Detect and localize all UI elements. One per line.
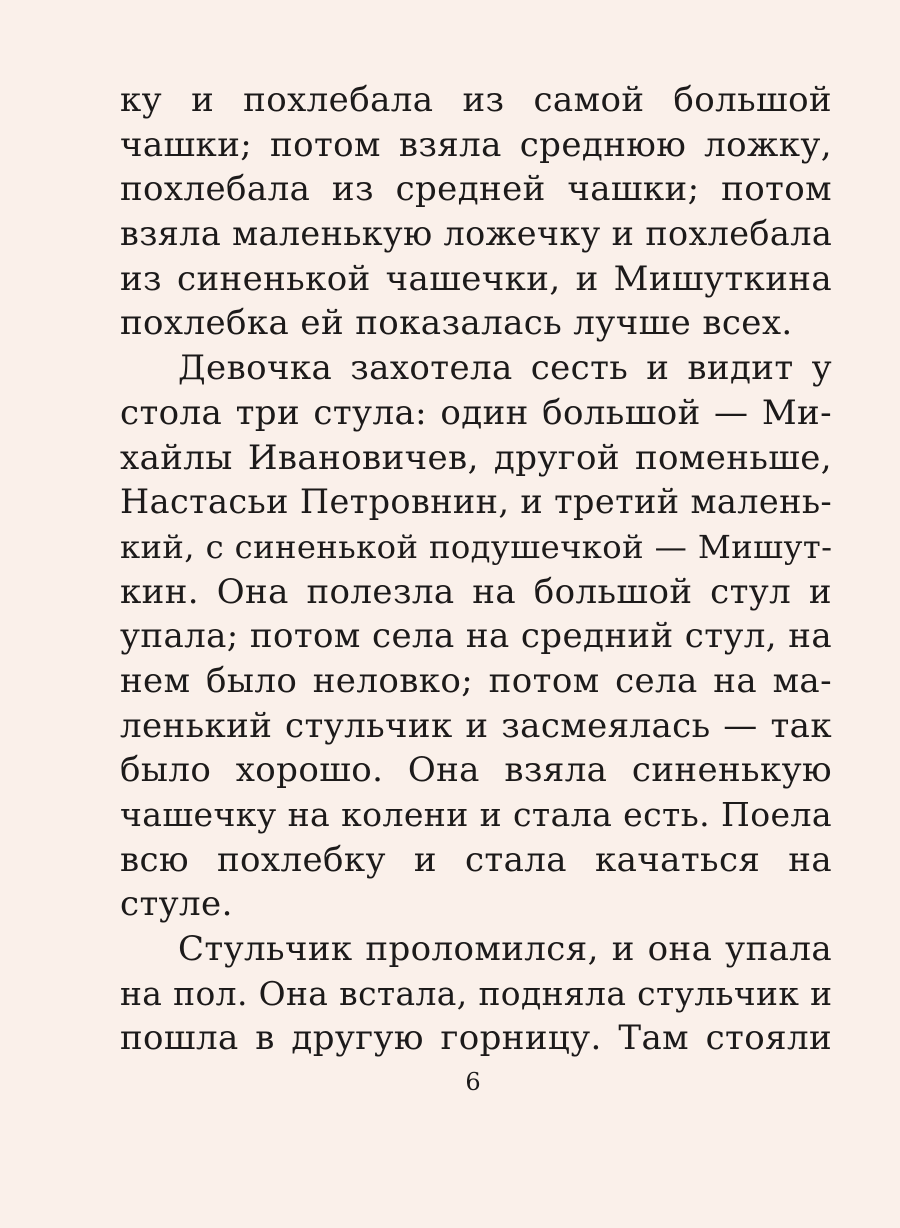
text-line: ленький стульчик и засмеялась — так — [120, 705, 832, 746]
text-line: было хорошо. Она взяла синенькую — [120, 750, 832, 791]
text-line: чашки; потом взяла среднюю ложку, — [120, 124, 832, 165]
page-number: 6 — [465, 1068, 481, 1096]
text-line: похлебка ей показалась лучше всех. — [120, 303, 793, 344]
text-line: Стульчик проломился, и она упала — [178, 929, 832, 970]
text-line: кин. Она полезла на большой стул и — [120, 571, 832, 612]
text-line: всю похлебку и стала качаться на — [120, 839, 832, 880]
text-line: нем было неловко; потом села на ма- — [120, 660, 832, 701]
text-line: из синенькой чашечки, и Мишуткина — [120, 258, 832, 299]
text-line: ку и похлебала из самой большой — [120, 80, 832, 120]
text-line: стола три стула: один большой — Ми- — [120, 392, 832, 433]
text-line: чашечку на колени и стала есть. Поела — [120, 795, 832, 834]
text-line: похлебала из средней чашки; потом — [120, 169, 832, 210]
text-line: на пол. Она встала, подняла стульчик и — [120, 973, 833, 1013]
text-line: упала; потом села на средний стул, на — [120, 616, 832, 657]
body-text — [120, 78, 832, 1061]
text-line: Девочка захотела сесть и видит у — [178, 348, 832, 389]
text-line: стуле. — [120, 884, 233, 925]
text-line: пошла в другую горницу. Там стояли — [120, 1018, 832, 1059]
text-line: кий, с синенькой подушечкой — Мишут- — [120, 527, 833, 566]
text-line: взяла маленькую ложечку и похлебала — [120, 214, 833, 254]
text-line: хайлы Ивановичев, другой поменьше, — [120, 437, 832, 478]
text-line: Настасьи Петровнин, и третий малень- — [120, 482, 833, 522]
